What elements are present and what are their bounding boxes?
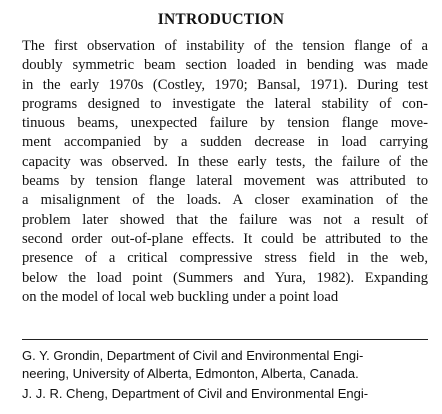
intro-paragraph — [22, 37, 428, 307]
paragraph-line: problem later showed that the failure was not a result of — [22, 211, 428, 228]
paragraph-line: second order out-of-plane effects. It could be attributed to the — [22, 230, 428, 247]
paragraph-line: capacity was observed. In these early tests, the failure of the — [22, 153, 428, 170]
footnotes — [22, 347, 432, 406]
footnote-divider — [22, 339, 428, 340]
paragraph-line: programs designed to investigate the lateral stability of con- — [22, 95, 428, 112]
paragraph-line: presence of a critical compressive stress field in the web, — [22, 250, 428, 267]
paragraph-line: on the model of local web buckling under a point load — [22, 288, 339, 305]
author-affiliation-grondin — [22, 347, 432, 382]
paragraph-line: a misalignment of the loads. A closer examination of the — [22, 192, 428, 209]
author-affiliation-cheng — [22, 385, 432, 403]
paragraph-line: The first observation of instability of the tension flange of a — [22, 38, 428, 54]
footnote-line: neering, University of Alberta, Edmonton, Alberta, Canada. — [22, 365, 359, 381]
paragraph-line: ment accompanied by a sudden decrease in load carrying — [22, 134, 428, 151]
footnote-line: G. Y. Grondin, Department of Civil and Environmental Engi- — [22, 348, 364, 363]
paragraph-line: below the load point (Summers and Yura, 1982). Expanding — [22, 269, 428, 286]
footnote-line: J. J. R. Cheng, Department of Civil and Environmental Engi- — [22, 386, 369, 401]
paragraph-line: doubly symmetric beam section loaded in bending was made — [22, 57, 428, 74]
paragraph-line: beams by tension flange lateral movement was attributed to — [22, 173, 428, 190]
section-heading: INTRODUCTION — [157, 11, 285, 28]
paragraph-line: in the early 1970s (Costley, 1970; Bansal, 1971). During test — [22, 76, 428, 93]
paragraph-line: tinuous beams, unexpected failure by tension flange move- — [22, 115, 428, 132]
